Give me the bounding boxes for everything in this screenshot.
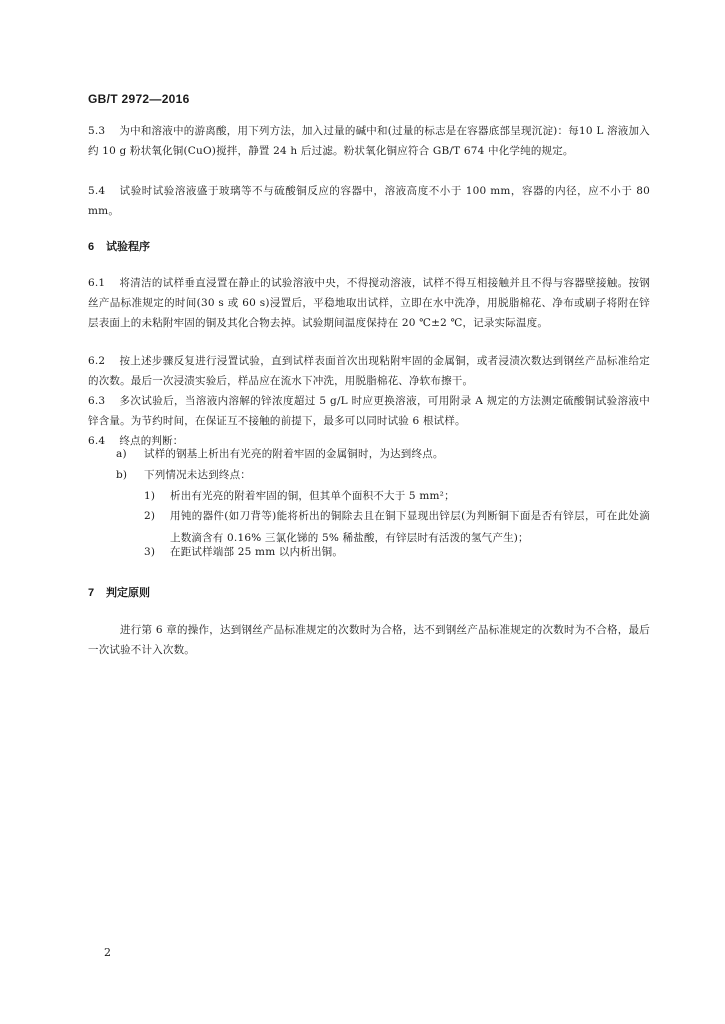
sub-item-text: 用钝的器件(如刀背等)能将析出的铜除去且在铜下显现出锌层(为判断铜下面是否有锌层，可在此处滴上数滴含有 0.16% 三氯化锑的 5% 稀盐酸，有锌层时有活泼的氢气产生)； bbox=[170, 510, 650, 544]
clause-number: 6.4 bbox=[88, 435, 106, 447]
clause-6-2 bbox=[88, 351, 650, 391]
list-item-text: 下列情况未达到终点： bbox=[144, 469, 251, 481]
sub-item-number: 3) bbox=[144, 546, 156, 558]
clause-text: 按上述步骤反复进行浸置试验，直到试样表面首次出现粘附牢固的金属铜，或者浸渍次数达到钢丝产品标准给定的次数。最后一次浸渍实验后，样品应在流水下冲洗，用脱脂棉花、净软布擦干。 bbox=[88, 355, 650, 387]
list-item-text: 试样的钢基上析出有光亮的附着牢固的金属铜时，为达到终点。 bbox=[144, 448, 444, 460]
clause-6-3 bbox=[88, 391, 650, 431]
sub-item-number: 1) bbox=[144, 490, 156, 502]
standard-number-header: GB/T 2972—2016 bbox=[88, 92, 190, 106]
section-heading-6 bbox=[88, 238, 150, 254]
list-marker: b) bbox=[116, 469, 128, 481]
sub-item-number: 2) bbox=[144, 510, 156, 522]
clause-text: 进行第 6 章的操作，达到钢丝产品标准规定的次数时为合格，达不到钢丝产品标准规定的次数时为不合格，最后一次试验不计入次数。 bbox=[88, 624, 650, 656]
clause-text: 将清洁的试样垂直浸置在静止的试验溶液中央，不得搅动溶液，试样不得互相接触并且不得与容器壁接触。按钢丝产品标准规定的时间(30 s 或 60 s)浸置后，平稳地取出试样，立即在水中洗净，用脱脂棉花、净布或刷子将附在锌层表面上的未粘附牢固的铜及其化合物去掉。试验期间温度保持在 20 ℃±2 ℃，记录实际温度。 bbox=[88, 277, 650, 329]
section-title: 试验程序 bbox=[106, 241, 150, 253]
sub-item-1 bbox=[144, 485, 650, 507]
page-number: 2 bbox=[104, 946, 111, 959]
clause-number: 6.2 bbox=[88, 355, 106, 367]
section-title: 判定原则 bbox=[106, 587, 150, 599]
clause-text: 为中和溶液中的游离酸，用下列方法，加入过量的碱中和(过量的标志是在容器底部呈现沉淀)：每10 L 溶液加入约 10 g 粉状氧化铜(CuO)搅拌，静置 24 h 后过滤。粉状氧化铜应符合 GB/T 674 中化学纯的规定。 bbox=[88, 125, 650, 157]
clause-number: 5.3 bbox=[88, 125, 106, 137]
section-heading-7 bbox=[88, 584, 150, 600]
clause-text: 终点的判断： bbox=[119, 435, 184, 447]
section-number: 6 bbox=[88, 241, 95, 253]
list-item-a bbox=[116, 444, 444, 464]
list-marker: a) bbox=[116, 448, 127, 460]
clause-5-3 bbox=[88, 121, 650, 161]
clause-5-4 bbox=[88, 181, 650, 221]
sub-item-text: 在距试样端部 25 mm 以内析出铜。 bbox=[170, 546, 344, 558]
list-item-b bbox=[116, 465, 251, 485]
section-number: 7 bbox=[88, 587, 95, 599]
clause-text: 试验时试验溶液盛于玻璃等不与硫酸铜反应的容器中，溶液高度不小于 100 mm，容器的内径，应不小于 80 mm。 bbox=[88, 185, 650, 217]
clause-6-1 bbox=[88, 273, 650, 333]
sub-item-text: 析出有光亮的附着牢固的铜，但其单个面积不大于 5 mm²； bbox=[170, 490, 455, 502]
clause-text: 多次试验后，当溶液内溶解的锌浓度超过 5 g/L 时应更换溶液，可用附录 A 规定的方法测定硫酸铜试验溶液中锌含量。为节约时间，在保证互不接触的前提下，最多可以同时试验 6 根试样。 bbox=[88, 395, 650, 427]
clause-number: 5.4 bbox=[88, 185, 106, 197]
sub-item-3 bbox=[144, 541, 650, 563]
clause-7-body bbox=[88, 620, 650, 660]
clause-number: 6.1 bbox=[88, 277, 106, 289]
clause-number: 6.3 bbox=[88, 395, 106, 407]
